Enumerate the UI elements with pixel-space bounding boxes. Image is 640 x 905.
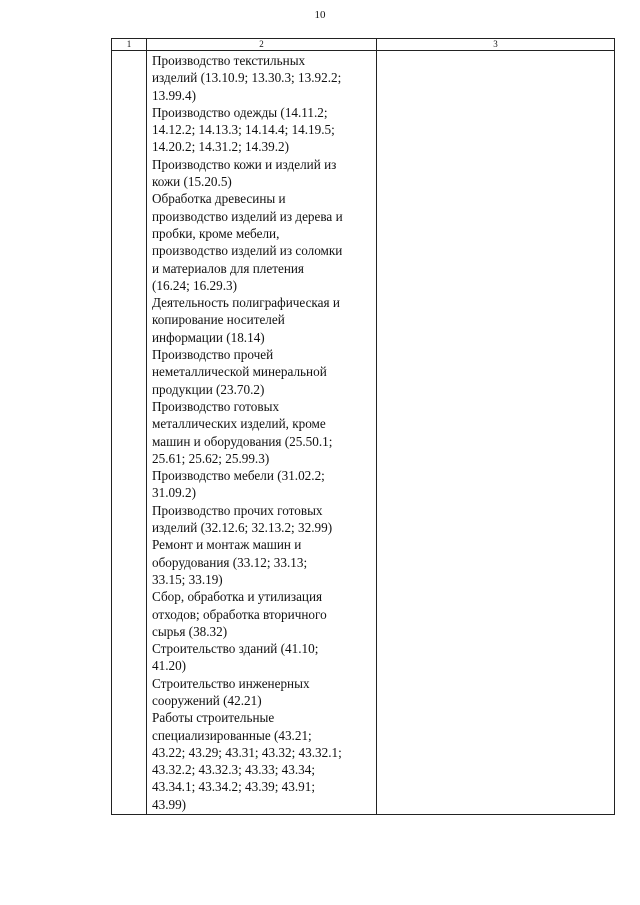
column-3-cell <box>377 51 615 815</box>
activity-entry: Работы строительные специализированные (43.21; 43.22; 43.29; 43.31; 43.32; 43.32.1; 43.32.2; 43.32.3; 43.33; 43.34; 43.34.1; 43.34.2; 43.39; 43.91; 43.99) <box>152 710 342 812</box>
activity-entry: Производство прочей неметаллической минеральной продукции (23.70.2) <box>152 347 327 397</box>
activity-entry: Производство одежды (14.11.2; 14.12.2; 14.13.3; 14.14.4; 14.19.5; 14.20.2; 14.31.2; 14.39.2) <box>152 104 335 155</box>
activity-entry: Производство прочих готовых изделий (32.12.6; 32.13.2; 32.99) <box>152 502 333 536</box>
activity-entry: Строительство инженерных сооружений (42.21) <box>152 675 310 708</box>
column-header-3: 3 <box>377 39 615 51</box>
table-header-row <box>112 39 615 51</box>
column-header-2: 2 <box>147 39 377 51</box>
activity-entry: Производство текстильных изделий (13.10.9; 13.30.3; 13.92.2; 13.99.4) <box>152 53 342 103</box>
activity-entry: Строительство зданий (41.10; 41.20) <box>152 641 319 674</box>
activity-table <box>111 38 615 815</box>
activity-entry: Сбор, обработка и утилизация отходов; обработка вторичного сырья (38.32) <box>152 589 327 639</box>
activity-entry: Производство готовых металлических изделий, кроме машин и оборудования (25.50.1; 25.61; 25.62; 25.99.3) <box>152 398 333 466</box>
page-number: 10 <box>314 9 326 21</box>
column-header-1: 1 <box>112 39 147 51</box>
activity-entry: Производство мебели (31.02.2; 31.09.2) <box>152 468 325 501</box>
activity-entry: Производство кожи и изделий из кожи (15.20.5) <box>152 156 337 190</box>
activity-entry: Ремонт и монтаж машин и оборудования (33.12; 33.13; 33.15; 33.19) <box>152 537 308 587</box>
activities-cell <box>147 51 377 815</box>
activity-entry: Деятельность полиграфическая и копирование носителей информации (18.14) <box>152 295 340 345</box>
table-row <box>112 51 615 815</box>
column-1-cell <box>112 51 147 815</box>
activity-entry: Обработка древесины и производство изделий из дерева и пробки, кроме мебели, производство изделий из соломки и материалов для плетения (16.24; 16.29.3) <box>152 191 343 293</box>
